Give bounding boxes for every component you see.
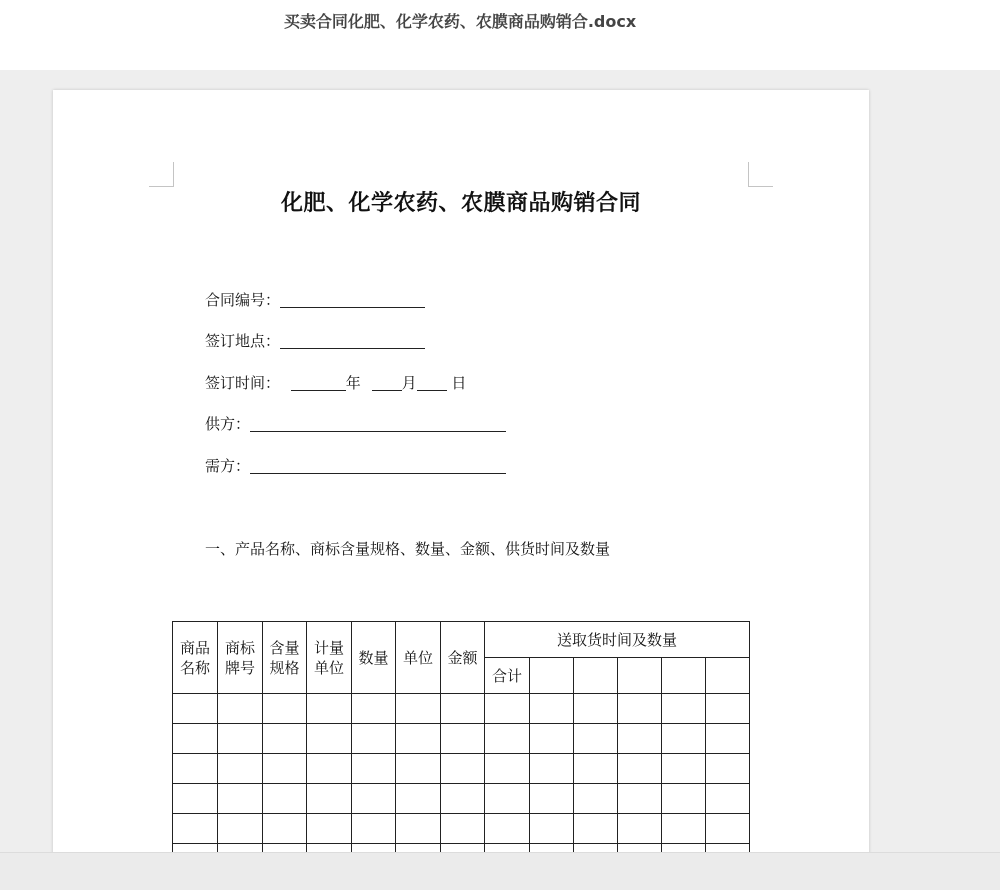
header-quantity: 数量 [352, 622, 396, 694]
table-cell [662, 784, 706, 814]
sign-time-label: 签订时间： [205, 374, 281, 392]
sign-place-blank [280, 330, 425, 349]
table-cell [530, 754, 574, 784]
supplier-label: 供方： [205, 415, 251, 433]
table-cell [485, 844, 530, 853]
month-blank [372, 372, 402, 391]
table-cell [574, 724, 618, 754]
table-cell [662, 694, 706, 724]
table-cell [263, 844, 307, 853]
table-cell [441, 694, 485, 724]
section-1-heading: 一、产品名称、商标含量规格、数量、金额、供货时间及数量 [205, 540, 611, 558]
table-cell [485, 754, 530, 784]
table-cell [307, 724, 352, 754]
table-cell [396, 844, 441, 853]
goods-table [172, 621, 750, 852]
table-cell [441, 844, 485, 853]
table-cell [706, 844, 750, 853]
contract-heading: 化肥、化学农药、农膜商品购销合同 [280, 191, 641, 216]
table-cell [662, 844, 706, 853]
table-cell [218, 784, 263, 814]
header-delivery: 送取货时间及数量 [485, 622, 750, 658]
table-cell [574, 814, 618, 844]
table-cell [618, 694, 662, 724]
table-cell [530, 694, 574, 724]
table-cell [618, 724, 662, 754]
table-cell [662, 814, 706, 844]
table-cell [618, 814, 662, 844]
header-subtotal: 合计 [485, 658, 530, 694]
table-cell [218, 694, 263, 724]
table-header-row [173, 622, 750, 658]
table-cell [352, 724, 396, 754]
contract-number-field [205, 289, 425, 311]
table-cell [574, 694, 618, 724]
table-cell [441, 754, 485, 784]
buyer-field [205, 455, 506, 477]
table-cell [574, 784, 618, 814]
table-cell [307, 844, 352, 853]
table-cell [173, 724, 218, 754]
table-cell [173, 754, 218, 784]
table-cell [307, 784, 352, 814]
header-amount: 金额 [441, 622, 485, 694]
table-row [173, 724, 750, 754]
header-unit-of-measure: 计量单位 [307, 622, 352, 694]
table-row [173, 784, 750, 814]
table-cell [263, 784, 307, 814]
table-cell [173, 784, 218, 814]
table-cell [530, 844, 574, 853]
sign-place-label: 签订地点： [205, 332, 281, 350]
table-cell [218, 844, 263, 853]
day-blank [417, 372, 447, 391]
table-cell [218, 754, 263, 784]
table-cell [662, 658, 706, 694]
day-label: 日 [451, 374, 467, 392]
table-cell [485, 784, 530, 814]
header-spec: 含量规格 [263, 622, 307, 694]
table-cell [263, 754, 307, 784]
table-cell [307, 754, 352, 784]
supplier-blank [250, 413, 506, 432]
table-cell [706, 754, 750, 784]
table-cell [396, 694, 441, 724]
table-cell [263, 694, 307, 724]
table-cell [173, 694, 218, 724]
table-cell [485, 814, 530, 844]
table-cell [263, 814, 307, 844]
buyer-label: 需方： [205, 457, 251, 475]
contract-number-blank [280, 289, 425, 308]
table-row [173, 694, 750, 724]
table-cell [352, 814, 396, 844]
table-cell [530, 784, 574, 814]
table-cell [352, 694, 396, 724]
table-cell [706, 784, 750, 814]
table-cell [662, 754, 706, 784]
table-cell [352, 784, 396, 814]
table-cell [618, 658, 662, 694]
table-cell [218, 724, 263, 754]
table-cell [706, 694, 750, 724]
table-cell [263, 724, 307, 754]
table-cell [396, 754, 441, 784]
table-row [173, 754, 750, 784]
table-row [173, 814, 750, 844]
table-cell [307, 814, 352, 844]
table-cell [307, 694, 352, 724]
horizontal-scrollbar[interactable] [0, 852, 1000, 890]
year-label: 年 [345, 374, 361, 392]
header-unit: 单位 [396, 622, 441, 694]
table-cell [618, 754, 662, 784]
table-cell [485, 694, 530, 724]
contract-number-label: 合同编号： [205, 291, 281, 309]
document-filename: 买卖合同化肥、化学农药、农膜商品购销合.docx [283, 12, 637, 31]
table-cell [574, 754, 618, 784]
table-cell [441, 814, 485, 844]
document-page [53, 90, 869, 852]
table-cell [485, 724, 530, 754]
table-cell [530, 814, 574, 844]
table-cell [396, 724, 441, 754]
table-cell [173, 844, 218, 853]
table-cell [173, 814, 218, 844]
table-cell [441, 724, 485, 754]
table-cell [352, 844, 396, 853]
table-cell [618, 844, 662, 853]
table-cell [352, 754, 396, 784]
table-cell [218, 814, 263, 844]
header-product-name: 商品名称 [173, 622, 218, 694]
supplier-field [205, 413, 506, 435]
table-cell [706, 658, 750, 694]
table-cell [530, 724, 574, 754]
title-bar [0, 0, 1000, 70]
table-cell [706, 724, 750, 754]
table-row [173, 844, 750, 853]
header-brand: 商标牌号 [218, 622, 263, 694]
table-cell [396, 814, 441, 844]
table-cell [396, 784, 441, 814]
table-cell [618, 784, 662, 814]
crop-mark-top-left [149, 162, 174, 187]
table-cell [706, 814, 750, 844]
buyer-blank [250, 455, 506, 474]
table-cell [530, 658, 574, 694]
year-blank [291, 372, 346, 391]
table-cell [662, 724, 706, 754]
month-label: 月 [401, 374, 417, 392]
table-cell [441, 784, 485, 814]
table-cell [574, 844, 618, 853]
sign-place-field [205, 330, 425, 352]
sign-time-field [205, 372, 466, 394]
crop-mark-top-right [748, 162, 773, 187]
table-cell [574, 658, 618, 694]
document-canvas[interactable] [0, 70, 1000, 852]
